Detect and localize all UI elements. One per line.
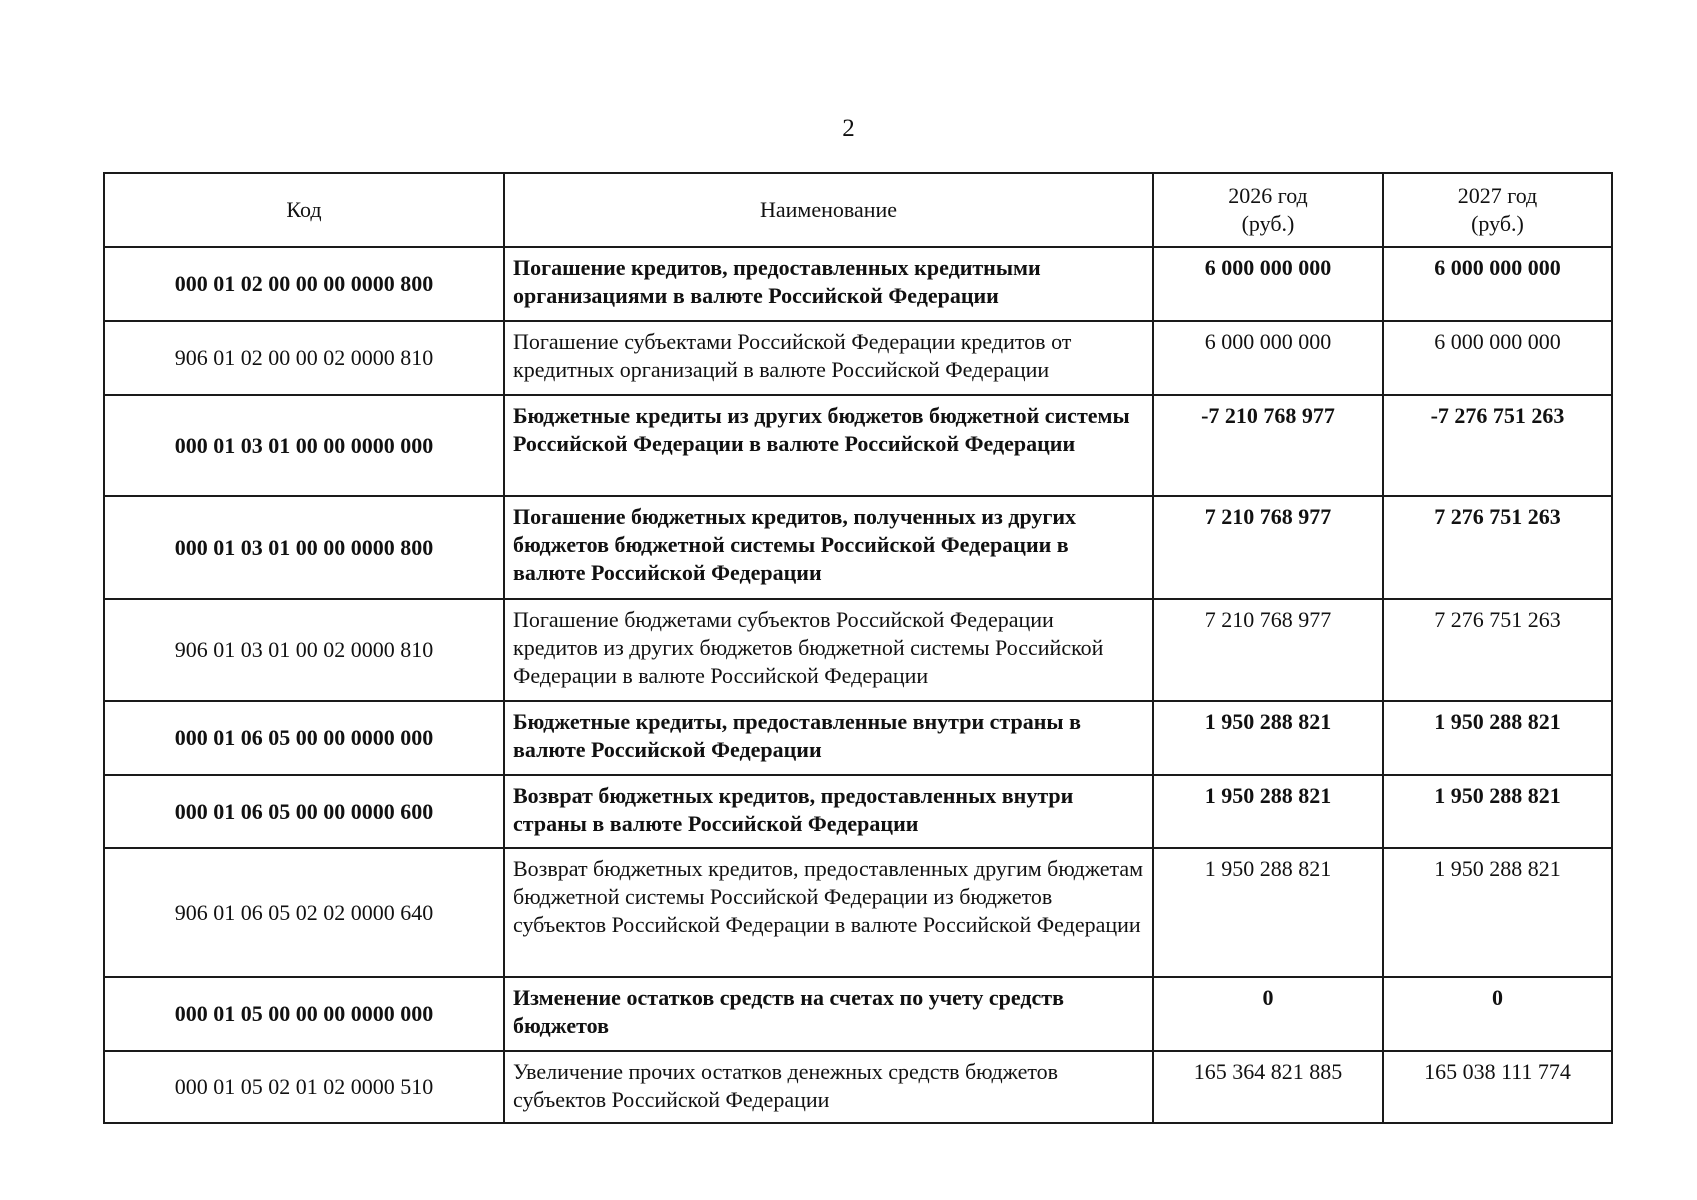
row-code: 000 01 06 05 00 00 0000 600 [104, 775, 504, 848]
table-row [104, 977, 1612, 1051]
row-code: 000 01 02 00 00 00 0000 800 [104, 247, 504, 321]
row-code: 906 01 06 05 02 02 0000 640 [104, 848, 504, 977]
row-value-2027: 7 276 751 263 [1383, 599, 1612, 701]
row-name: Бюджетные кредиты из других бюджетов бюджетной системы Российской Федерации в валюте Российской Федерации [504, 395, 1153, 496]
row-name: Погашение бюджетами субъектов Российской Федерации кредитов из других бюджетов бюджетной системы Российской Федерации в валюте Российской Федерации [504, 599, 1153, 701]
row-value-2027: 1 950 288 821 [1383, 848, 1612, 977]
table-row [104, 848, 1612, 977]
header-year-2026 [1153, 173, 1383, 247]
row-name: Изменение остатков средств на счетах по учету средств бюджетов [504, 977, 1153, 1051]
row-value-2026: 7 210 768 977 [1153, 599, 1383, 701]
row-code: 000 01 05 00 00 00 0000 000 [104, 977, 504, 1051]
table-row [104, 496, 1612, 599]
row-value-2027: -7 276 751 263 [1383, 395, 1612, 496]
row-value-2027: 6 000 000 000 [1383, 247, 1612, 321]
row-value-2027: 1 950 288 821 [1383, 775, 1612, 848]
row-code: 000 01 03 01 00 00 0000 000 [104, 395, 504, 496]
header-year-2027 [1383, 173, 1612, 247]
row-value-2027: 165 038 111 774 [1383, 1051, 1612, 1123]
row-code: 906 01 02 00 00 02 0000 810 [104, 321, 504, 395]
row-name: Возврат бюджетных кредитов, предоставленных внутри страны в валюте Российской Федерации [504, 775, 1153, 848]
row-value-2026: 1 950 288 821 [1153, 775, 1383, 848]
header-year-2026-unit: (руб.) [1241, 211, 1295, 236]
row-value-2026: 7 210 768 977 [1153, 496, 1383, 599]
row-name: Возврат бюджетных кредитов, предоставленных другим бюджетам бюджетной системы Российской Федерации из бюджетов субъектов Российской Федерации в валюте Российской Федерации [504, 848, 1153, 977]
row-code: 000 01 06 05 00 00 0000 000 [104, 701, 504, 775]
row-value-2027: 7 276 751 263 [1383, 496, 1612, 599]
table-row [104, 775, 1612, 848]
row-code: 906 01 03 01 00 02 0000 810 [104, 599, 504, 701]
row-value-2026: 1 950 288 821 [1153, 848, 1383, 977]
row-value-2027: 6 000 000 000 [1383, 321, 1612, 395]
table-row [104, 395, 1612, 496]
table-row [104, 247, 1612, 321]
row-value-2026: 6 000 000 000 [1153, 247, 1383, 321]
row-name: Погашение кредитов, предоставленных кредитными организациями в валюте Российской Федерации [504, 247, 1153, 321]
table-row [104, 1051, 1612, 1123]
row-name: Бюджетные кредиты, предоставленные внутри страны в валюте Российской Федерации [504, 701, 1153, 775]
page-number: 2 [842, 115, 855, 142]
header-name: Наименование [504, 173, 1153, 247]
table-header-row [104, 173, 1612, 247]
row-name: Увеличение прочих остатков денежных средств бюджетов субъектов Российской Федерации [504, 1051, 1153, 1123]
header-year-2027-label: 2027 год [1457, 183, 1538, 208]
row-value-2026: 165 364 821 885 [1153, 1051, 1383, 1123]
table-row [104, 599, 1612, 701]
table-row [104, 321, 1612, 395]
table-row [104, 701, 1612, 775]
header-year-2027-unit: (руб.) [1471, 211, 1524, 236]
header-code: Код [104, 173, 504, 247]
row-code: 000 01 05 02 01 02 0000 510 [104, 1051, 504, 1123]
row-value-2027: 1 950 288 821 [1383, 701, 1612, 775]
row-value-2026: -7 210 768 977 [1153, 395, 1383, 496]
row-code: 000 01 03 01 00 00 0000 800 [104, 496, 504, 599]
row-value-2026: 1 950 288 821 [1153, 701, 1383, 775]
row-value-2027: 0 [1383, 977, 1612, 1051]
budget-sources-table [103, 172, 1613, 1124]
row-name: Погашение бюджетных кредитов, полученных из других бюджетов бюджетной системы Российской Федерации в валюте Российской Федерации [504, 496, 1153, 599]
row-value-2026: 6 000 000 000 [1153, 321, 1383, 395]
header-year-2026-label: 2026 год [1228, 183, 1308, 208]
row-value-2026: 0 [1153, 977, 1383, 1051]
row-name: Погашение субъектами Российской Федерации кредитов от кредитных организаций в валюте Российской Федерации [504, 321, 1153, 395]
